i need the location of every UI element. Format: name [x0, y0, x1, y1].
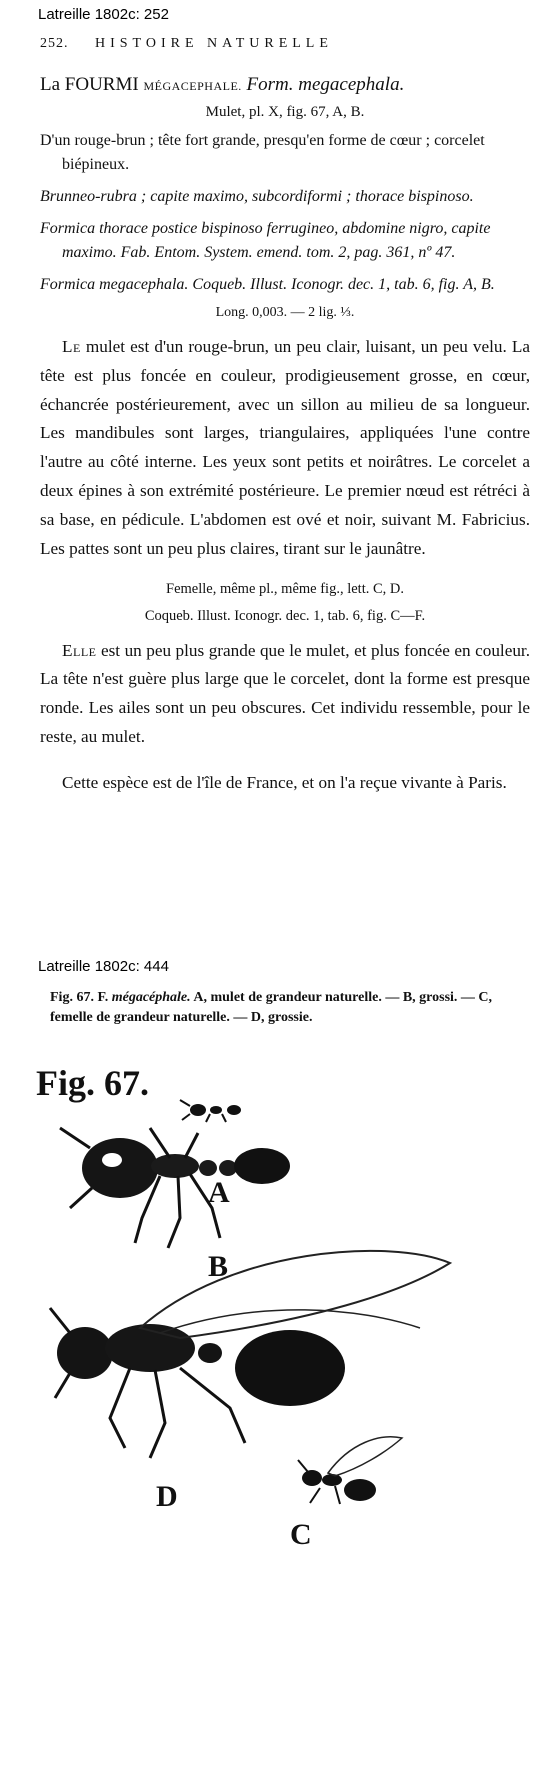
- letter-d: D: [156, 1480, 178, 1513]
- letter-c: C: [290, 1518, 312, 1551]
- paragraph-mulet: [40, 333, 530, 563]
- paragraph-female-lead: Elle: [62, 640, 97, 660]
- book-page-252: [40, 28, 530, 815]
- species-title: [40, 74, 530, 96]
- caption-species: mégacéphale.: [111, 990, 191, 1005]
- title-small-caps: MÉGACEPHALE.: [143, 79, 242, 93]
- female-reference: Femelle, même pl., même fig., lett. C, D.: [166, 580, 404, 597]
- paragraph-mulet-text: mulet est d'un rouge-brun, un peu clair, luisant, un peu velu. La tête est plus foncée en couleur, prodigieusement grosse, en cœur, échancrée postérieurement, avec un sillon au milieu de sa longueur. Les mandibules sont larges, triangulaires, appliquées l'une contre l'autre au côté interne. Les yeux sont petits et noirâtres. Le corcelet a deux épines à son extrémité postérieure. Le premier nœud est rétréci à sa base, en pédicule. L'abdomen est ové et noir, suivant M. Fabricius. Les pattes sont un peu plus claires, tirant sur le jaunâtre.: [40, 337, 530, 558]
- description-french: D'un rouge-brun ; tête fort grande, presqu'en forme de cœur ; corcelet biépineux.: [40, 132, 485, 173]
- running-head: [40, 36, 530, 52]
- mulet-reference: Mulet, pl. X, fig. 67, A, B.: [205, 104, 365, 120]
- source-label-bottom: Latreille 1802c: 444: [38, 958, 169, 975]
- title-latin: Form. megacephala.: [246, 74, 405, 95]
- letter-b: B: [208, 1250, 229, 1283]
- figure-number: Fig. 67.: [36, 1063, 149, 1103]
- caption-rest: A, mulet de grandeur naturelle. — B, grossi. — C, femelle de grandeur naturelle. — D, grossie.: [50, 990, 493, 1025]
- ant-engravings: [30, 1048, 530, 1768]
- reference-fabricius: Formica thorace postice bispinoso ferrugineo, abdomine nigro, capite maximo. Fab. Entom. System. emend. tom. 2, pag. 361, nº 47.: [40, 220, 491, 261]
- letter-a: A: [208, 1176, 230, 1209]
- ant-d-drawing: [50, 1251, 450, 1458]
- caption-figure: Fig. 67. F.: [50, 990, 109, 1005]
- paragraph-female-text: est un peu plus grande que le mulet, et plus foncée en couleur. La tête n'est guère plus large que le corcelet, dont la forme est presque ronde. Les ailes sont un peu obscures. Cet individu ressemble, pour le reste, au mulet.: [40, 640, 530, 746]
- female-coquebert: Coqueb. Illust. Iconogr. dec. 1, tab. 6, fig. C—F.: [144, 607, 426, 624]
- paragraph-female: [40, 637, 530, 752]
- description-latin: Brunneo-rubra ; capite maximo, subcordiformi ; thorace bispinoso.: [40, 188, 474, 205]
- running-head-title: HISTOIRE NATURELLE: [95, 36, 333, 51]
- figure-caption: [30, 988, 530, 1028]
- ant-a-drawing: [180, 1100, 241, 1122]
- source-label-top: Latreille 1802c: 252: [38, 6, 169, 23]
- paragraph-locality: Cette espèce est de l'île de France, et on l'a reçue vivante à Paris.: [62, 772, 507, 792]
- page-number: 252.: [40, 36, 69, 51]
- ant-b-drawing: [60, 1128, 290, 1248]
- ant-c-drawing: [298, 1437, 402, 1504]
- paragraph-mulet-lead: Le: [62, 337, 81, 356]
- reference-coquebert: Formica megacephala. Coqueb. Illust. Iconogr. dec. 1, tab. 6, fig. A, B.: [40, 276, 495, 293]
- plate-page-444: [30, 988, 530, 1551]
- measurement: Long. 0,003. — 2 lig. ⅓.: [215, 305, 355, 320]
- title-common: La FOURMI: [40, 74, 139, 95]
